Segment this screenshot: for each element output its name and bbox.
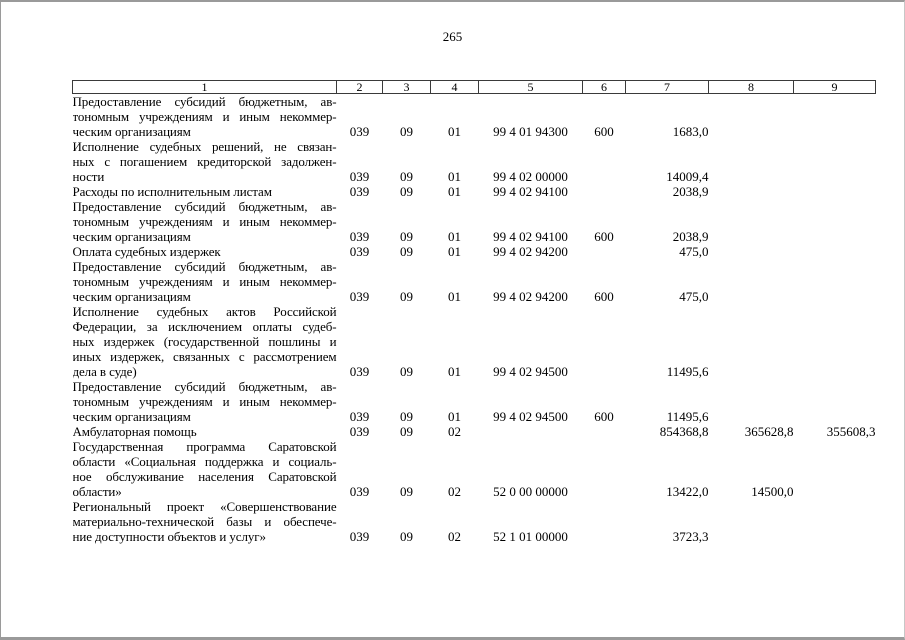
description-line: ное обслуживание населения Саратовской [72, 469, 337, 484]
cell-col2: 039 [349, 124, 370, 139]
cell-col6 [583, 244, 626, 259]
description-line: Исполнение судебных решений, не связан- [72, 139, 337, 154]
cell-col9 [794, 139, 876, 184]
description-line: области» [72, 484, 122, 499]
cell-col5: 99 4 02 94500 [493, 409, 568, 424]
cell-col5: 99 4 02 94200 [493, 244, 568, 259]
cell-col9 [794, 259, 876, 304]
description-line: Предоставление субсидий бюджетным, ав- [72, 94, 337, 109]
description-line: тономным учреждениям и иным некоммер- [72, 214, 337, 229]
column-header-6: 6 [583, 81, 626, 94]
table-row [73, 94, 876, 140]
description-line: Предоставление субсидий бюджетным, ав- [72, 379, 337, 394]
row-description [73, 259, 337, 304]
cell-col8 [709, 199, 794, 244]
cell-col8 [709, 379, 794, 424]
description-line: Амбулаторная помощь [72, 424, 197, 439]
cell-col2: 039 [349, 229, 370, 244]
row-description [73, 139, 337, 184]
cell-col9 [794, 94, 876, 140]
table-row [73, 199, 876, 244]
table-row [73, 244, 876, 259]
cell-col8 [709, 184, 794, 199]
table-row [73, 439, 876, 499]
cell-col4: 01 [448, 229, 461, 244]
cell-col5: 99 4 02 94500 [493, 364, 568, 379]
cell-col3: 09 [400, 529, 413, 544]
cell-col3: 09 [400, 244, 413, 259]
cell-col7: 2038,9 [672, 184, 709, 199]
row-description [73, 184, 337, 199]
description-line: ности [72, 169, 105, 184]
description-line: тономным учреждениям и иным некоммер- [72, 394, 337, 409]
table-row [73, 259, 876, 304]
cell-col8 [709, 244, 794, 259]
cell-col5: 99 4 02 94100 [493, 184, 568, 199]
cell-col9 [794, 499, 876, 544]
cell-col2: 039 [349, 424, 370, 439]
cell-col7: 475,0 [679, 289, 709, 304]
cell-col7: 14009,4 [666, 169, 709, 184]
cell-col6 [583, 304, 626, 379]
row-description [73, 199, 337, 244]
cell-col6 [583, 439, 626, 499]
row-description [73, 439, 337, 499]
cell-col6 [583, 424, 626, 439]
table-header-row [73, 81, 876, 94]
cell-col7: 475,0 [679, 244, 709, 259]
cell-col6: 600 [594, 124, 614, 139]
cell-col3: 09 [400, 184, 413, 199]
cell-col4: 01 [448, 289, 461, 304]
description-line: ных с погашением кредиторской задолжен- [72, 154, 337, 169]
column-header-7: 7 [626, 81, 709, 94]
cell-col3: 09 [400, 124, 413, 139]
description-line: Расходы по исполнительным листам [72, 184, 272, 199]
cell-col7: 11495,6 [666, 409, 709, 424]
description-line: ных издержек (государственной пошлины и [72, 334, 337, 349]
cell-col4: 01 [448, 124, 461, 139]
table-row [73, 139, 876, 184]
description-line: Предоставление субсидий бюджетным, ав- [72, 259, 337, 274]
description-line: Федерации, за исключением оплаты судеб- [72, 319, 337, 334]
cell-col6: 600 [594, 409, 614, 424]
cell-col7: 1683,0 [672, 124, 709, 139]
cell-col7: 2038,9 [672, 229, 709, 244]
description-line: Исполнение судебных актов Российской [72, 304, 337, 319]
cell-col7: 854368,8 [659, 424, 709, 439]
table-body [73, 94, 876, 545]
cell-col2: 039 [349, 169, 370, 184]
cell-col5: 52 1 01 00000 [493, 529, 568, 544]
description-line: ние доступности объектов и услуг» [72, 529, 266, 544]
cell-col9: 355608,3 [826, 424, 876, 439]
cell-col6 [583, 184, 626, 199]
column-header-1: 1 [73, 81, 337, 94]
cell-col3: 09 [400, 364, 413, 379]
description-line: Оплата судебных издержек [72, 244, 221, 259]
cell-col3: 09 [400, 229, 413, 244]
table-row [73, 304, 876, 379]
cell-col3: 09 [400, 169, 413, 184]
column-header-2: 2 [337, 81, 383, 94]
cell-col8: 14500,0 [751, 484, 794, 499]
cell-col3: 09 [400, 484, 413, 499]
cell-col8 [709, 499, 794, 544]
row-description [73, 304, 337, 379]
column-header-4: 4 [431, 81, 479, 94]
row-description [73, 424, 337, 439]
cell-col5: 99 4 02 00000 [493, 169, 568, 184]
description-line: материально-технической базы и обеспече- [72, 514, 337, 529]
cell-col8: 365628,8 [744, 424, 794, 439]
description-line: ческим организациям [72, 409, 191, 424]
cell-col7: 3723,3 [672, 529, 709, 544]
cell-col9 [794, 199, 876, 244]
cell-col5: 99 4 02 94200 [493, 289, 568, 304]
table-row [73, 499, 876, 544]
row-description [73, 94, 337, 140]
description-line: Предоставление субсидий бюджетным, ав- [72, 199, 337, 214]
description-line: области «Социальная поддержка и социаль- [72, 454, 337, 469]
cell-col4: 02 [448, 424, 461, 439]
cell-col5 [479, 424, 583, 439]
table-row [73, 424, 876, 439]
cell-col9 [794, 184, 876, 199]
cell-col4: 01 [448, 169, 461, 184]
cell-col9 [794, 379, 876, 424]
row-description [73, 244, 337, 259]
description-line: тономным учреждениям и иным некоммер- [72, 274, 337, 289]
row-description [73, 379, 337, 424]
table-header [73, 81, 876, 94]
description-line: ческим организациям [72, 124, 191, 139]
cell-col7: 11495,6 [666, 364, 709, 379]
cell-col8 [709, 259, 794, 304]
cell-col4: 01 [448, 409, 461, 424]
cell-col9 [794, 304, 876, 379]
cell-col2: 039 [349, 409, 370, 424]
description-line: Региональный проект «Совершенствование [72, 499, 337, 514]
column-header-5: 5 [479, 81, 583, 94]
cell-col2: 039 [349, 289, 370, 304]
description-line: иных издержек, связанных с рассмотрением [72, 349, 337, 364]
cell-col3: 09 [400, 424, 413, 439]
description-line: тономным учреждениям и иным некоммер- [72, 109, 337, 124]
table-row [73, 379, 876, 424]
cell-col7: 13422,0 [666, 484, 709, 499]
column-header-9: 9 [794, 81, 876, 94]
description-line: дела в суде) [72, 364, 137, 379]
cell-col6 [583, 499, 626, 544]
cell-col3: 09 [400, 289, 413, 304]
cell-col9 [794, 439, 876, 499]
cell-col6 [583, 139, 626, 184]
cell-col6: 600 [594, 229, 614, 244]
description-line: Государственная программа Саратовской [72, 439, 337, 454]
cell-col4: 01 [448, 244, 461, 259]
cell-col6: 600 [594, 289, 614, 304]
cell-col3: 09 [400, 409, 413, 424]
table-row [73, 184, 876, 199]
row-description [73, 499, 337, 544]
cell-col5: 99 4 01 94300 [493, 124, 568, 139]
cell-col2: 039 [349, 529, 370, 544]
description-line: ческим организациям [72, 289, 191, 304]
cell-col2: 039 [349, 244, 370, 259]
cell-col2: 039 [349, 364, 370, 379]
column-header-3: 3 [383, 81, 431, 94]
cell-col5: 99 4 02 94100 [493, 229, 568, 244]
cell-col4: 01 [448, 184, 461, 199]
page-number: 265 [442, 29, 463, 44]
cell-col2: 039 [349, 484, 370, 499]
cell-col8 [709, 139, 794, 184]
cell-col4: 01 [448, 364, 461, 379]
cell-col5: 52 0 00 00000 [493, 484, 568, 499]
description-line: ческим организациям [72, 229, 191, 244]
cell-col4: 02 [448, 484, 461, 499]
cell-col8 [709, 94, 794, 140]
cell-col8 [709, 304, 794, 379]
column-header-8: 8 [709, 81, 794, 94]
cell-col4: 02 [448, 529, 461, 544]
budget-table [72, 80, 876, 544]
cell-col2: 039 [349, 184, 370, 199]
cell-col9 [794, 244, 876, 259]
